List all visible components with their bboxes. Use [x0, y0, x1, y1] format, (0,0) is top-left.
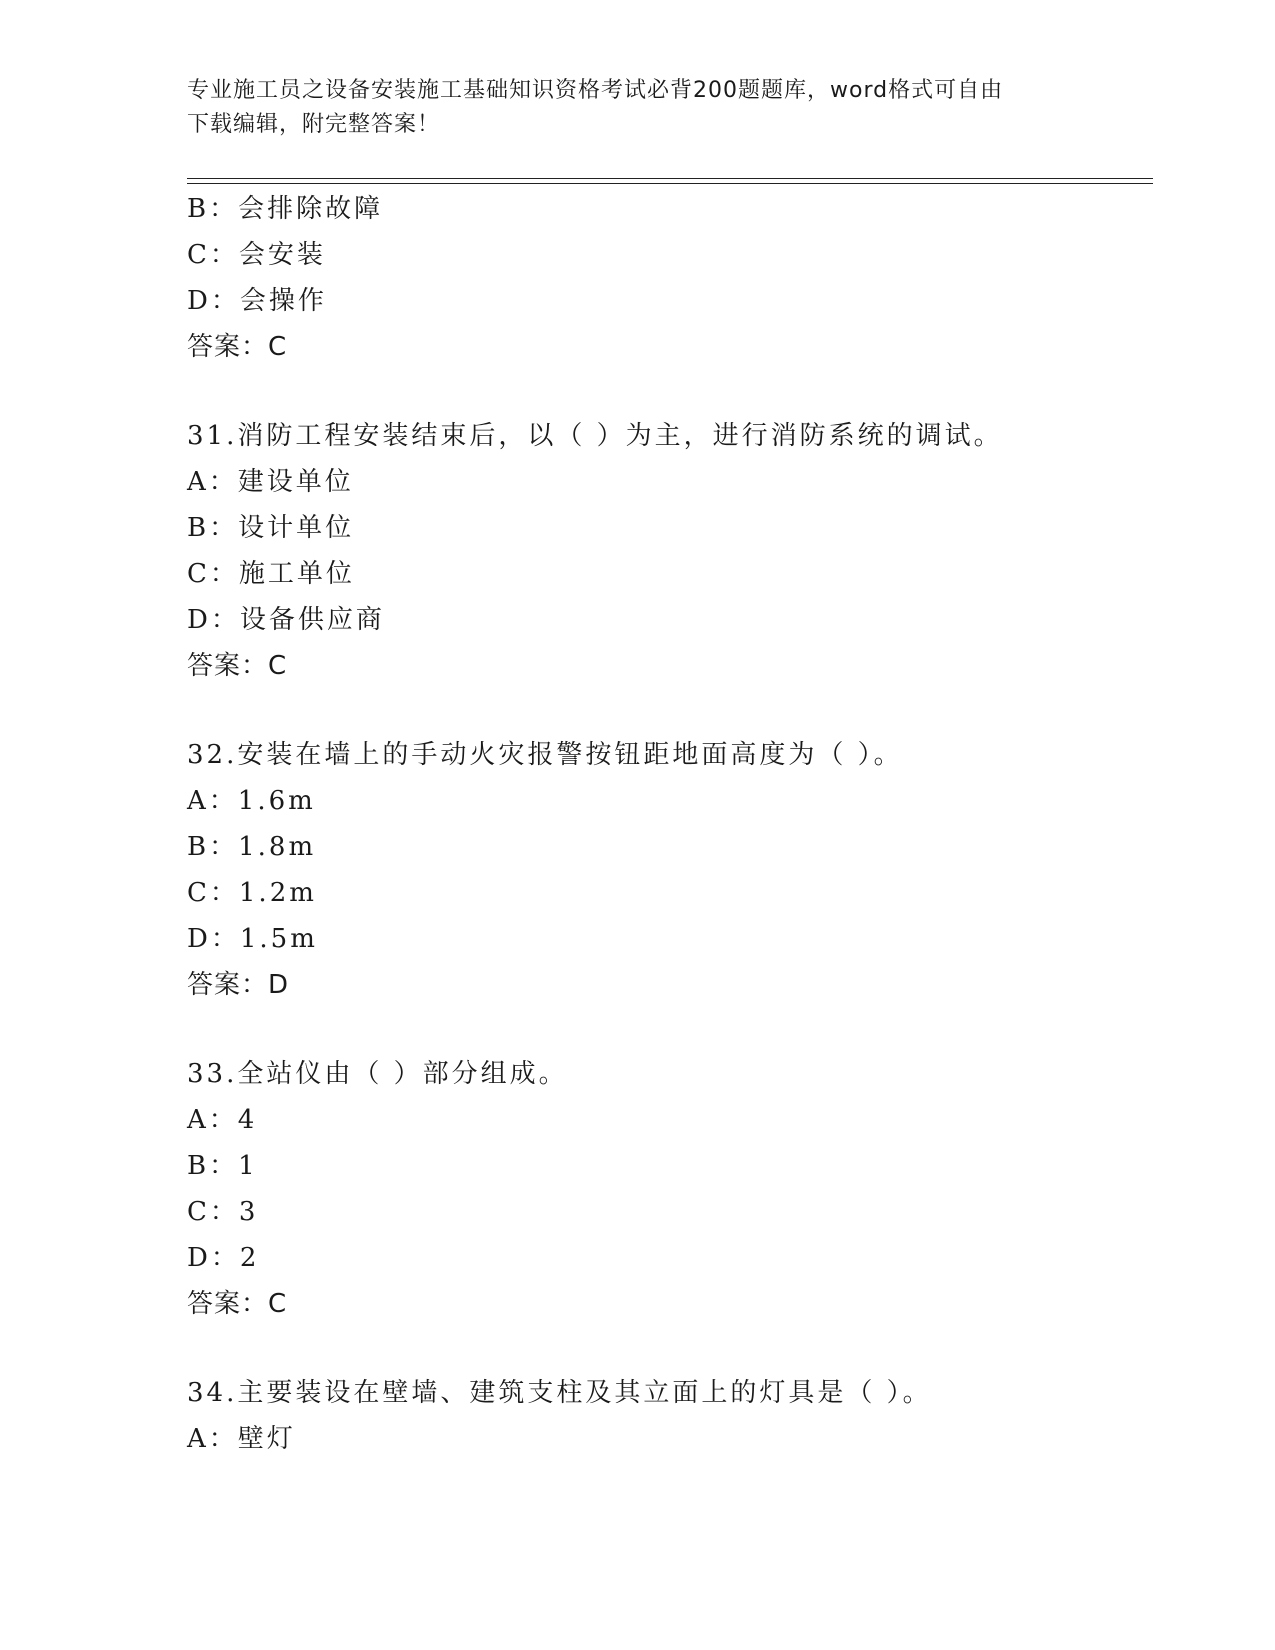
header-rule-top — [187, 178, 1153, 179]
option-b: B：1.8m — [187, 832, 317, 862]
option-a: A：4 — [187, 1105, 258, 1135]
option-a: A：壁灯 — [187, 1424, 296, 1454]
spacer — [187, 1327, 1147, 1370]
option-c: C：3 — [187, 1197, 259, 1227]
answer-line: 答案：C — [187, 1289, 288, 1319]
option-a: A：1.6m — [187, 786, 316, 816]
question-text: 34.主要装设在壁墙、建筑支柱及其立面上的灯具是（ ）。 — [187, 1378, 932, 1408]
question-text: 32.安装在墙上的手动火灾报警按钮距地面高度为（ ）。 — [187, 740, 903, 770]
question-33 — [187, 1051, 1147, 1327]
question-text: 31.消防工程安装结束后，以（ ）为主，进行消防系统的调试。 — [187, 421, 1003, 451]
header-title-line-1: 专业施工员之设备安装施工基础知识资格考试必背200题题库，word格式可自由 — [187, 78, 1004, 103]
spacer — [187, 689, 1147, 732]
question-text: 33.全站仪由（ ）部分组成。 — [187, 1059, 568, 1089]
document-header — [187, 74, 1087, 142]
header-title-line-2: 下载编辑，附完整答案！ — [187, 112, 441, 137]
header-rule-bottom — [187, 183, 1153, 184]
question-continued — [187, 186, 1147, 370]
option-b: B：会排除故障 — [187, 194, 384, 224]
option-d: D：2 — [187, 1243, 260, 1273]
spacer — [187, 1008, 1147, 1051]
option-d: D：1.5m — [187, 924, 318, 954]
question-31 — [187, 413, 1147, 689]
option-c: C：1.2m — [187, 878, 317, 908]
question-34 — [187, 1370, 1147, 1462]
spacer — [187, 370, 1147, 413]
option-c: C：会安装 — [187, 240, 326, 270]
option-d: D：会操作 — [187, 286, 327, 316]
option-a: A：建设单位 — [187, 467, 354, 497]
option-b: B：1 — [187, 1151, 258, 1181]
option-d: D：设备供应商 — [187, 605, 385, 635]
answer-line: 答案：C — [187, 332, 288, 362]
answer-line: 答案：C — [187, 651, 288, 681]
option-b: B：设计单位 — [187, 513, 355, 543]
question-list — [187, 186, 1147, 1462]
answer-line: 答案：D — [187, 970, 290, 1000]
question-32 — [187, 732, 1147, 1008]
option-c: C：施工单位 — [187, 559, 355, 589]
